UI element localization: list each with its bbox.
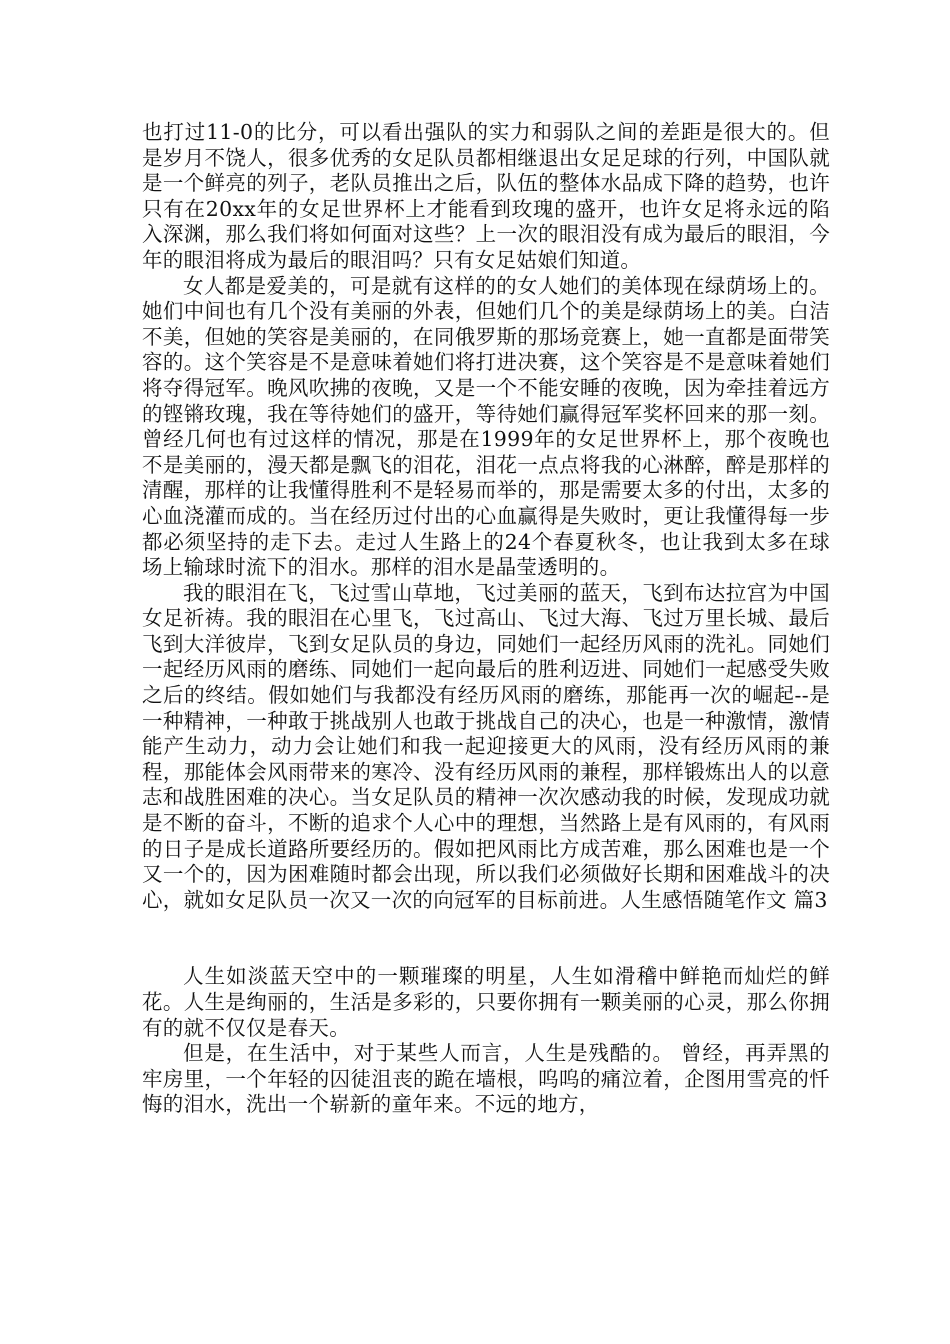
paragraph-5: 但是，在生活中，对于某些人而言，人生是残酷的。 曾经，再弄黑的牢房里，一个年轻的囚徒沮丧的跪在墙根，呜呜的痛泣着，企图用雪亮的忏悔的泪水，洗出一个崭新的童年来。不远的地方， [142,1041,830,1117]
paragraph-3: 我的眼泪在飞，飞过雪山草地，飞过美丽的蓝天，飞到布达拉宫为中国女足祈祷。我的眼泪在心里飞，飞过高山、飞过大海、飞过万里长城、最后飞到大洋彼岸，飞到女足队员的身边，同她们一起经历风雨的洗礼。同她们一起经历风雨的磨练、同她们一起向最后的胜利迈进、同她们一起感受失败之后的终结。假如她们与我都没有经历风雨的磨练，那能再一次的崛起--是一种精神，一种敢于挑战别人也敢于挑战自己的决心，也是一种激情，激情能产生动力，动力会让她们和我一起迎接更大的风雨，没有经历风雨的兼程，那能体会风雨带来的寒冷、没有经历风雨的兼程，那样锻炼出人的以意志和战胜困难的决心。当女足队员的精神一次次感动我的时候，发现成功就是不断的奋斗，不断的追求个人心中的理想，当然路上是有风雨的，有风雨的日子是成长道路所要经历的。假如把风雨比方成苦难，那么困难也是一个又一个的，因为困难随时都会出现，所以我们必须做好长期和困难战斗的决心，就如女足队员一次又一次的向冠军的目标前进。人生感悟随笔作文 篇3 [142,580,830,912]
document-body [142,120,830,1118]
section-gap [142,913,830,964]
paragraph-4: 人生如淡蓝天空中的一颗璀璨的明星，人生如滑稽中鲜艳而灿烂的鲜花。人生是绚丽的，生活是多彩的，只要你拥有一颗美丽的心灵，那么你拥有的就不仅仅是春天。 [142,964,830,1040]
paragraph-2: 女人都是爱美的，可是就有这样的的女人她们的美体现在绿荫场上的。她们中间也有几个没有美丽的外表，但她们几个的美是绿荫场上的美。白洁不美，但她的笑容是美丽的，在同俄罗斯的那场竞赛上，她一直都是面带笑容的。这个笑容是不是意味着她们将打进决赛，这个笑容是不是意味着她们将夺得冠军。晚风吹拂的夜晚，又是一个不能安睡的夜晚，因为牵挂着远方的铿锵玫瑰，我在等待她们的盛开，等待她们赢得冠军奖杯回来的那一刻。曾经几何也有过这样的情况，那是在1999年的女足世界杯上，那个夜晚也不是美丽的，漫天都是飘飞的泪花，泪花一点点将我的心淋醉，醉是那样的清醒，那样的让我懂得胜利不是轻易而举的，那是需要太多的付出，太多的心血浇灌而成的。当在经历过付出的心血赢得是失败时，更让我懂得每一步都必须坚持的走下去。走过人生路上的24个春夏秋冬，也让我到太多在球场上输球时流下的泪水。那样的泪水是晶莹透明的。 [142,273,830,580]
paragraph-1: 也打过11-0的比分，可以看出强队的实力和弱队之间的差距是很大的。但是岁月不饶人，很多优秀的女足队员都相继退出女足足球的行列，中国队就是一个鲜亮的列子，老队员推出之后，队伍的整体水品成下降的趋势，也许只有在20xx年的女足世界杯上才能看到玫瑰的盛开，也许女足将永远的陷入深渊，那么我们将如何面对这些？上一次的眼泪没有成为最后的眼泪，今年的眼泪将成为最后的眼泪吗？只有女足姑娘们知道。 [142,120,830,272]
